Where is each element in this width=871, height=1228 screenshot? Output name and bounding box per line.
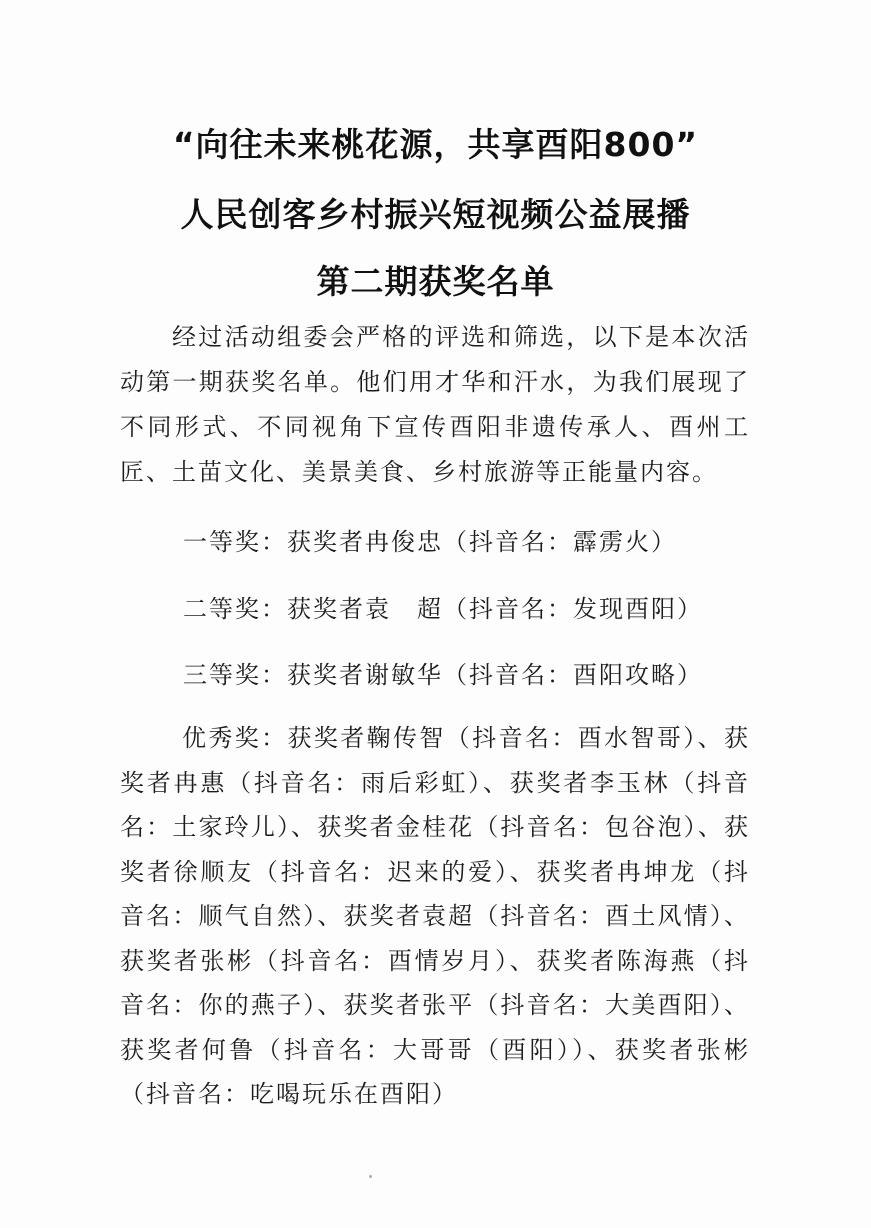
- third-prize-entry: 三等奖：获奖者谢敏华（抖音名：酉阳攻略）: [183, 661, 703, 689]
- title-line-1: “向往未来桃花源，共享酉阳800”: [172, 125, 699, 164]
- excellence-prize-paragraph: 优秀奖：获奖者鞠传智（抖音名：酉水智哥）、获奖者冉惠（抖音名：雨后彩虹）、获奖者李玉林（抖音名：土家玲儿）、获奖者金桂花（抖音名：包谷泡）、获奖者徐顺友（抖音名：迟来的爱）、获奖者冉坤龙（抖音名：顺气自然）、获奖者袁超（抖音名：酉土风情）、获奖者张彬（抖音名：酉情岁月）、获奖者陈海燕（抖音名：你的燕子）、获奖者张平（抖音名：大美酉阳）、获奖者何鲁（抖音名：大哥哥（酉阳））、获奖者张彬（抖音名：吃喝玩乐在酉阳）: [120, 724, 750, 1108]
- scan-speck: [369, 1175, 372, 1178]
- second-prize-entry: 二等奖：获奖者袁 超（抖音名：发现酉阳）: [183, 595, 703, 623]
- intro-paragraph: 经过活动组委会严格的评选和筛选，以下是本次活动第一期获奖名单。他们用才华和汗水，为我们展现了不同形式、不同视角下宣传酉阳非遗传承人、酉州工匠、土苗文化、美景美食、乡村旅游等正能量内容。: [120, 323, 750, 486]
- title-line-2: 人民创客乡村振兴短视频公益展播: [180, 195, 691, 234]
- title-line-3: 第二期获奖名单: [316, 262, 555, 301]
- first-prize-entry: 一等奖：获奖者冉俊忠（抖音名：霹雳火）: [183, 528, 677, 556]
